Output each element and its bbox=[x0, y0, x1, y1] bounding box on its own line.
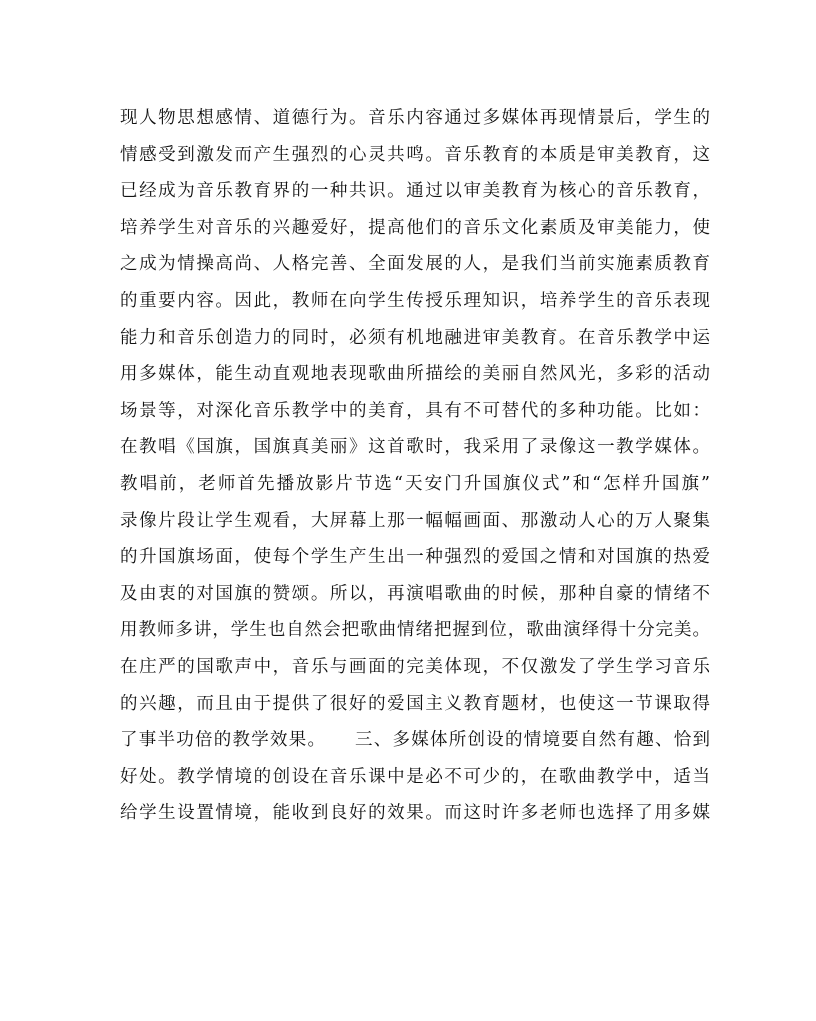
text-line: 用多媒体，能生动直观地表现歌曲所描绘的美丽自然风光，多彩的活动 bbox=[120, 364, 710, 385]
text-line: 了事半功倍的教学效果。 三、多媒体所创设的情境要自然有趣、恰到 bbox=[120, 730, 710, 751]
text-line: 在庄严的国歌声中，音乐与画面的完美体现，不仅激发了学生学习音乐 bbox=[120, 656, 710, 677]
text-line: 用教师多讲，学生也自然会把歌曲情绪把握到位，歌曲演绎得十分完美。 bbox=[120, 620, 710, 641]
body-text bbox=[120, 100, 710, 832]
text-line: 好处。教学情境的创设在音乐课中是必不可少的，在歌曲教学中，适当 bbox=[120, 766, 710, 787]
text-line: 场景等，对深化音乐教学中的美育，具有不可替代的多种功能。比如： bbox=[120, 400, 710, 421]
text-line: 的重要内容。因此，教师在向学生传授乐理知识，培养学生的音乐表现 bbox=[120, 290, 710, 311]
text-line: 之成为情操高尚、人格完善、全面发展的人，是我们当前实施素质教育 bbox=[120, 254, 710, 275]
text-line: 教唱前，老师首先播放影片节选“天安门升国旗仪式”和“怎样升国旗” bbox=[120, 473, 710, 494]
text-line: 已经成为音乐教育界的一种共识。通过以审美教育为核心的音乐教育， bbox=[120, 181, 710, 202]
text-line: 情感受到激发而产生强烈的心灵共鸣。音乐教育的本质是审美教育，这 bbox=[120, 144, 710, 165]
text-line: 培养学生对音乐的兴趣爱好，提高他们的音乐文化素质及审美能力，使 bbox=[120, 217, 710, 238]
text-line: 给学生设置情境，能收到良好的效果。而这时许多老师也选择了用多媒 bbox=[120, 803, 710, 824]
text-line: 录像片段让学生观看，大屏幕上那一幅幅画面、那激动人心的万人聚集 bbox=[120, 510, 710, 531]
text-line: 及由衷的对国旗的赞颂。所以，再演唱歌曲的时候，那种自豪的情绪不 bbox=[120, 583, 710, 604]
text-line: 能力和音乐创造力的同时，必须有机地融进审美教育。在音乐教学中运 bbox=[120, 327, 710, 348]
text-line: 的兴趣，而且由于提供了很好的爱国主义教育题材，也使这一节课取得 bbox=[120, 693, 710, 714]
text-line: 现人物思想感情、道德行为。音乐内容通过多媒体再现情景后，学生的 bbox=[120, 108, 710, 128]
text-line: 的升国旗场面，使每个学生产生出一种强烈的爱国之情和对国旗的热爱 bbox=[120, 547, 710, 568]
text-line: 在教唱《国旗，国旗真美丽》这首歌时，我采用了录像这一教学媒体。 bbox=[120, 437, 710, 458]
